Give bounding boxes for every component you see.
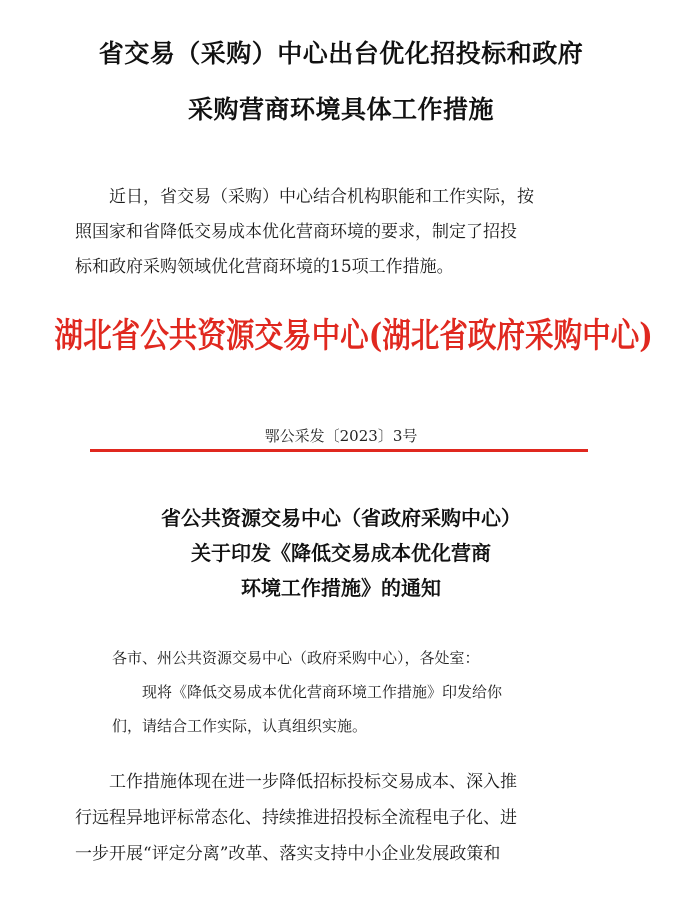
continuation-line-3: 一步开展“评定分离”改革、落实支持中小企业发展政策和 xyxy=(75,844,501,864)
red-letterhead: 湖北省公共资源交易中心(湖北省政府采购中心) xyxy=(54,316,653,356)
continuation-line-1: 工作措施体现在进一步降低招标投标交易成本、深入推 xyxy=(109,772,517,792)
intro-paragraph xyxy=(75,180,615,285)
intro-line-3: 标和政府采购领域优化营商环境的15项工作措施。 xyxy=(75,257,454,277)
intro-line-2: 照国家和省降低交易成本优化营商环境的要求，制定了招投 xyxy=(75,222,517,242)
continuation-line-2: 行远程异地评标常态化、持续推进招投标全流程电子化、进 xyxy=(75,808,517,828)
notice-body xyxy=(112,675,612,743)
red-divider-line xyxy=(90,449,588,452)
notice-title-line-3: 环境工作措施》的通知 xyxy=(241,576,441,600)
document-number: 鄂公采发〔2023〕3号 xyxy=(264,427,418,445)
notice-title-line-1: 省公共资源交易中心（省政府采购中心） xyxy=(161,506,521,530)
notice-title-line-2: 关于印发《降低交易成本优化营商 xyxy=(191,541,491,565)
article-title-line-1: 省交易（采购）中心出台优化招投标和政府 xyxy=(98,39,584,68)
intro-line-1: 近日，省交易（采购）中心结合机构职能和工作实际，按 xyxy=(109,187,534,207)
notice-body-line-2: 们，请结合工作实际，认真组织实施。 xyxy=(112,717,368,735)
addressee-text: 各市、州公共资源交易中心（政府采购中心），各处室： xyxy=(112,649,480,667)
notice-body-line-1: 现将《降低交易成本优化营商环境工作措施》印发给你 xyxy=(142,683,503,701)
addressee xyxy=(112,641,612,675)
article-title-line-2: 采购营商环境具体工作措施 xyxy=(187,95,494,124)
continuation-paragraph xyxy=(75,764,615,872)
